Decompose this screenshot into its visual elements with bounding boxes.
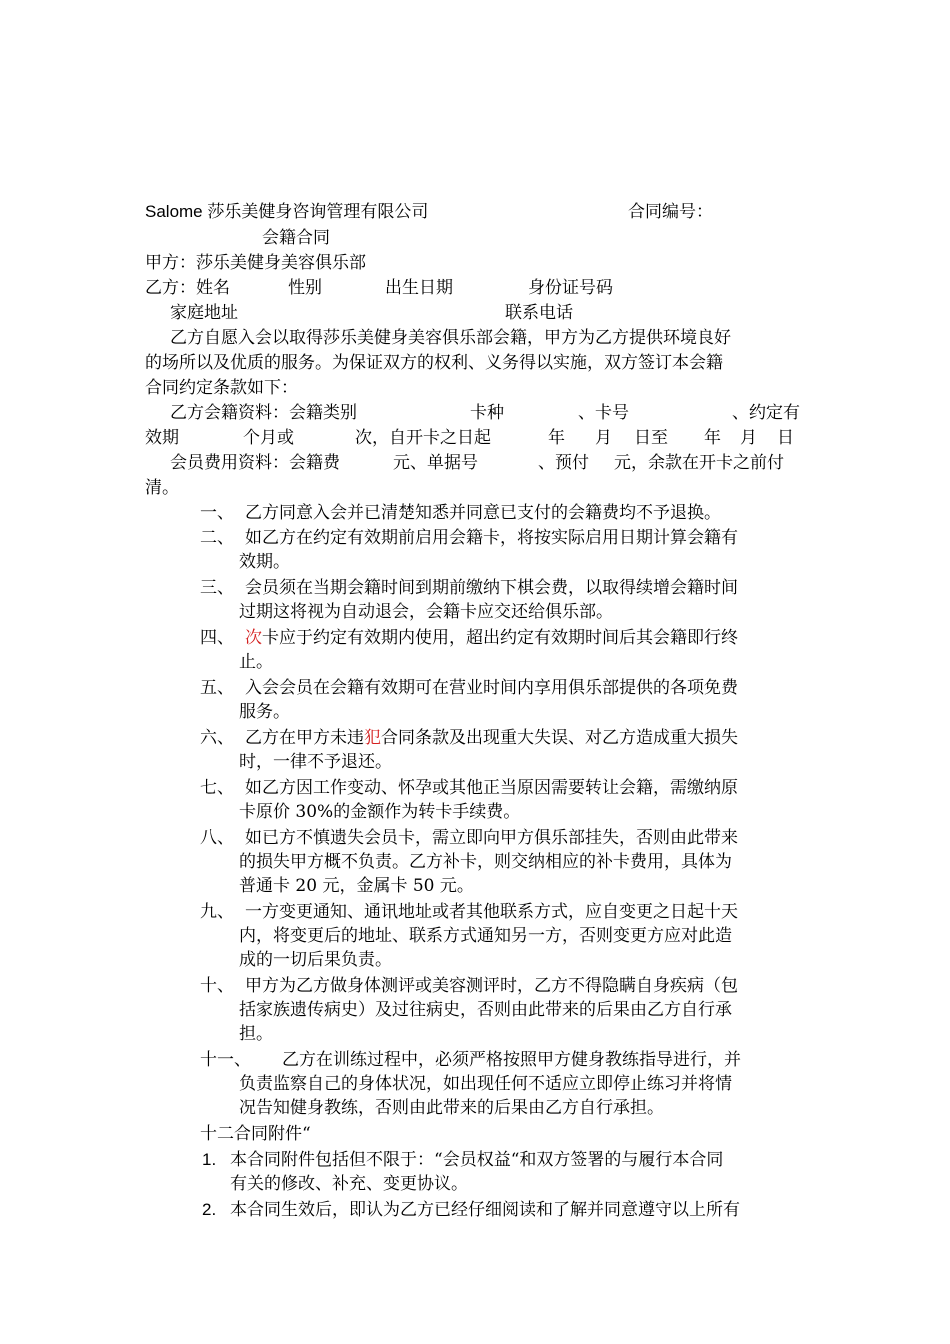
clause-text: 乙方同意入会并已清楚知悉并同意已支付的会籍费均不予退换。 [245,503,721,523]
clause-number: 七、 [200,778,234,798]
clause-text: 服务。 [239,702,290,722]
clause-text: 如乙方在约定有效期前启用会籍卡，将按实际启用日期计算会籍有 [245,528,738,548]
clause-text: 过期这将视为自动退会，会籍卡应交还给俱乐部。 [239,602,613,622]
card-kind-label: 卡种 [470,403,504,423]
party-b-id-label: 身份证号码 [528,278,613,298]
party-b-birth-label: 出生日期 [385,278,453,298]
party-b-gender-label: 性别 [288,278,322,298]
clause-text: 如已方不慎遗失会员卡，需立即向甲方俱乐部挂失，否则由此带来 [245,828,738,848]
clause-text: 时，一律不予退还。 [239,752,392,772]
clause-text: 止。 [239,652,273,672]
attachment-item-number: 2. [202,1200,217,1219]
clause-text [245,726,738,750]
clause-text: 负责监察自己的身体状况，如出现任何不适应立即停止练习并将情 [239,1074,732,1094]
clause-text-rest: 卡应于约定有效期内使用，超出约定有效期时间后其会籍即行终 [262,628,738,648]
party-a: 甲方：莎乐美健身美容俱乐部 [145,253,366,273]
clause-text: 括家族遗传病史）及过往病史，否则由此带来的后果由乙方自行承 [239,1000,732,1020]
party-b-address-label: 家庭地址 [170,303,238,323]
party-b-phone-label: 联系电话 [505,303,573,323]
intro-line-3: 合同约定条款如下： [145,378,298,398]
highlighted-word: 次 [245,628,262,648]
clause-text [245,626,738,650]
clause-text: 甲方为乙方做身体测评或美容测评时，乙方不得隐瞒自身疾病（包 [245,976,738,996]
clause-text: 内，将变更后的地址、联系方式通知另一方，否则变更方应对此造 [239,926,732,946]
clause-number: 十一、 [200,1050,251,1070]
clause-number: 三、 [200,578,234,598]
clause-number: 二、 [200,528,234,548]
clause-text: 效期。 [239,552,290,572]
intro-line-1: 乙方自愿入会以取得莎乐美健身美容俱乐部会籍，甲方为乙方提供环境良好 [170,328,731,348]
fee-label: 会员费用资料：会籍费 [170,453,340,473]
clause-text: 一方变更通知、通讯地址或者其他联系方式，应自变更之日起十天 [245,902,738,922]
clause-text: 况告知健身教练，否则由此带来的后果由乙方自行承担。 [239,1098,664,1118]
clause-text: 普通卡 20 元，金属卡 50 元。 [239,876,474,896]
clause-text: 入会会员在会籍有效期可在营业时间内享用俱乐部提供的各项免费 [245,678,738,698]
prepaid-label: 、预付 [538,453,589,473]
membership-type-label: 乙方会籍资料：会籍类别 [170,403,357,423]
intro-line-2: 的场所以及优质的服务。为保证双方的权利、义务得以实施，双方签订本会籍 [145,353,723,373]
attachment-title: 十二合同附件“ [200,1124,311,1144]
months-or-label: 个月或 [243,428,294,448]
times-from-label: 次，自开卡之日起 [355,428,491,448]
clause-number: 十、 [200,976,234,996]
highlighted-word: 犯 [364,728,381,748]
clause-text: 担。 [239,1024,273,1044]
end-year-label: 年 [704,428,721,448]
start-year-label: 年 [548,428,565,448]
clause-text-pre: 乙方在甲方未违 [245,728,364,748]
start-day-label: 日至 [634,428,668,448]
clause-text-post: 合同条款及出现重大失误、对乙方造成重大损失 [381,728,738,748]
card-number-label: 、卡号 [578,403,629,423]
company-name: Salome 莎乐美健身咨询管理有限公司 [145,202,429,221]
clause-text: 的损失甲方概不负责。乙方补卡，则交纳相应的补卡费用，具体为 [239,852,732,872]
party-b-name-label: 乙方：姓名 [145,278,230,298]
clause-number: 五、 [200,678,234,698]
validity-label-cont: 效期 [145,428,179,448]
clause-text: 乙方在训练过程中，必须严格按照甲方健身教练指导进行，并 [282,1050,741,1070]
clause-number: 四、 [200,628,234,648]
clause-number: 八、 [200,828,234,848]
attachment-item-number: 1. [202,1150,217,1169]
clause-text: 卡原价 30%的金额作为转卡手续费。 [239,802,521,822]
clause-number: 九、 [200,902,234,922]
balance-label: 元，余款在开卡之前付 [614,453,784,473]
attachment-item-text: 本合同生效后，即认为乙方已经仔细阅读和了解并同意遵守以上所有 [230,1200,740,1220]
end-day-label: 日 [777,428,794,448]
clause-number: 六、 [200,728,234,748]
attachment-item-text: 有关的修改、补充、变更协议。 [230,1174,468,1194]
end-month-label: 月 [740,428,757,448]
contract-number-label: 合同编号： [628,202,713,222]
clause-text: 成的一切后果负责。 [239,950,392,970]
clause-text: 会员须在当期会籍时间到期前缴纳下棋会费，以取得续增会籍时间 [245,578,738,598]
attachment-item-text: 本合同附件包括但不限于：“会员权益“和双方签署的与履行本合同 [230,1150,724,1170]
clause-number: 一、 [200,503,234,523]
contract-title: 会籍合同 [262,228,330,248]
validity-label: 、约定有 [732,403,800,423]
start-month-label: 月 [595,428,612,448]
balance-label-cont: 清。 [145,478,179,498]
clause-text: 如乙方因工作变动、怀孕或其他正当原因需要转让会籍，需缴纳原 [245,778,738,798]
receipt-label: 元、单据号 [393,453,478,473]
